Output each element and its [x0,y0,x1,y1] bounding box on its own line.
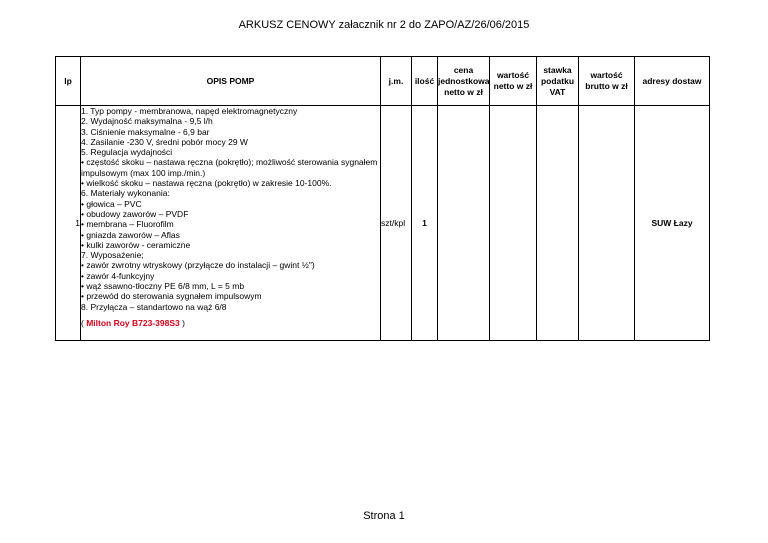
description-line: 4. Zasilanie -230 V, średni pobór mocy 29 W [81,136,248,147]
row-ilosc: 1 [412,106,438,341]
header-wartosc-brutto: wartość brutto w zł [579,57,635,106]
header-lp: lp [56,57,81,106]
page-footer: Strona 1 [363,510,405,522]
description-line: • gniazda zaworów – Aflas [81,229,180,240]
model-open: ( [81,317,87,328]
row-lp: 1 [56,106,81,341]
row-description [81,106,381,341]
description-line: • membrana – Fluorofilm [81,219,174,230]
row-wartosc-brutto[interactable] [579,106,635,341]
description-line: • częstość skoku – nastawa ręczna (pokrętło); możliwość sterowania sygnałem [81,157,378,168]
description-line: 6. Materiały wykonania: [81,188,170,199]
row-stawka[interactable] [537,106,579,341]
table-row [56,106,710,341]
header-cena: cena jednostkowa netto w zł [438,57,490,106]
description-lines [81,106,380,312]
description-line: • zawór zwrotny wtryskowy (przyłącze do instalacji – gwint ½") [81,260,315,271]
description-line: impulsowym (max 100 imp./min.) [81,167,206,178]
header-adresy: adresy dostaw [635,57,710,106]
header-wartosc-netto: wartość netto w zł [490,57,537,106]
description-line: 2. Wydajność maksymalna - 9,5 l/h [81,116,213,127]
header-jm: j.m. [381,57,412,106]
document-title: ARKUSZ CENOWY załacznik nr 2 do ZAPO/AZ/26/06/2015 [238,19,530,31]
row-wartosc-netto[interactable] [490,106,537,341]
description-line: 5. Regulacja wydajności [81,147,173,158]
description-line: • zawór 4-funkcyjny [81,270,155,281]
description-line: • obudowy zaworów – PVDF [81,208,189,219]
table-header-row [56,57,710,106]
row-jm: szt/kpl [381,106,412,341]
header-stawka: stawka podatku VAT [537,57,579,106]
description-line: • przewód do sterowania sygnałem impulsowym [81,291,262,302]
model-close: ) [179,317,185,328]
description-line: 7. Wyposażenie; [81,250,144,261]
price-table [55,56,710,341]
description-line: 1. Typ pompy - membranowa, napęd elektromagnetyczny [81,106,298,116]
row-adres: SUW Łazy [635,106,710,341]
header-opis: OPIS POMP [81,57,381,106]
description-line: 3. Ciśnienie maksymalne - 6,9 bar [81,126,210,137]
header-ilosc: ilość [412,57,438,106]
description-line: • wielkość skoku – nastawa ręczna (pokrętło) w zakresie 10-100%. [81,178,332,189]
model-line [81,318,380,328]
description-line: • wąż ssawno-tłoczny PE 6/8 mm, L = 5 mb [81,281,245,292]
row-cena[interactable] [438,106,490,341]
model-name: Milton Roy B723-398S3 [86,317,180,328]
description-line: • kulki zaworów - ceramiczne [81,239,191,250]
description-line: • głowica – PVC [81,198,142,209]
description-line: 8. Przyłącza – standartowo na wąż 6/8 [81,301,227,312]
